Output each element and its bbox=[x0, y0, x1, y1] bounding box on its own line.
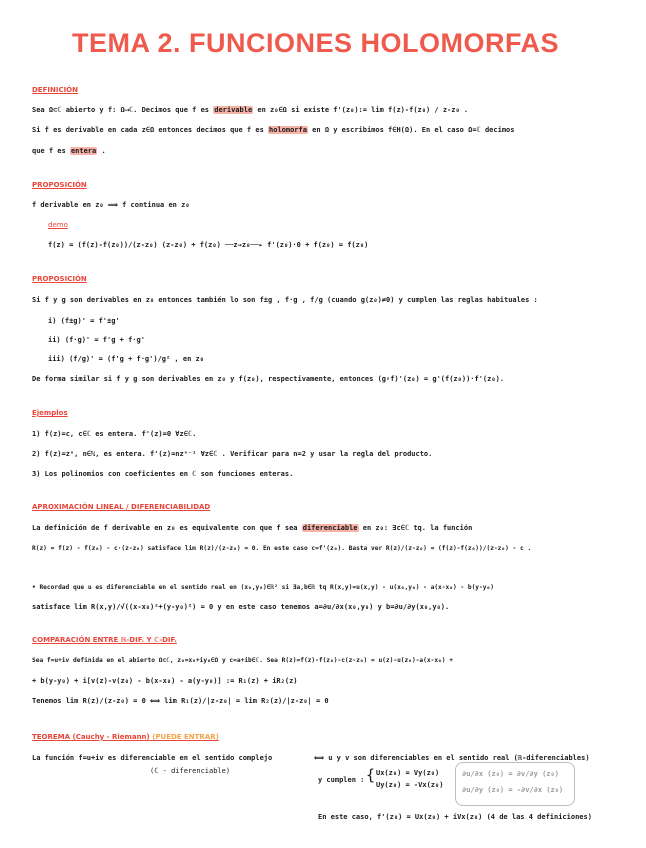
aprox-line-1 bbox=[32, 524, 472, 532]
boxed-eq-1: ∂u/∂x (z₀) = ∂v/∂y (z₀) bbox=[462, 770, 559, 778]
highlight-holomorfa: holomorfa bbox=[269, 126, 307, 134]
boxed-eq-2: ∂u/∂y (z₀) = -∂v/∂x (z₀) bbox=[462, 786, 564, 794]
section-heading-ejemplos: Ejemplos bbox=[32, 409, 68, 417]
highlight-derivable: derivable bbox=[214, 106, 253, 114]
prop2-statement: Si f y g son derivables en z₀ entonces también lo son f±g , f·g , f/g (cuando g(z₀)≠0) y cumplen las reglas habituales : bbox=[32, 296, 538, 304]
brace: { bbox=[366, 766, 376, 784]
definicion-text: en z₀∈Ω si existe f'(z₀):= lim f(z)-f(z₀) / z-z₀ . bbox=[257, 106, 469, 114]
section-heading-proposicion-2: PROPOSICIÓN bbox=[32, 275, 87, 283]
prop1-statement: f derivable en z₀ ⟹ f continua en z₀ bbox=[32, 201, 190, 209]
definicion-text: que f es bbox=[32, 147, 66, 155]
ejemplo-1: 1) f(z)=c, c∈ℂ es entera. f'(z)=0 ∀z∈ℂ. bbox=[32, 430, 197, 438]
definicion-line-1 bbox=[32, 106, 468, 114]
teorema-eq-1: Ux(z₀) = Vy(z₀) bbox=[376, 769, 440, 777]
section-heading-comparacion: COMPARACIÓN ENTRE ℝ-DIF. Y ℂ-DIF. bbox=[32, 636, 177, 644]
prop2-rule-i: i) (f±g)' = f'±g' bbox=[48, 317, 120, 325]
definicion-text: Si f es derivable en cada z∈Ω entonces decimos que f es bbox=[32, 126, 264, 134]
comparacion-line-3: Tenemos lim R(z)/(z-z₀) = 0 ⟺ lim R₁(z)/|z-z₀| = lim R₂(z)/|z-z₀| = 0 bbox=[32, 697, 329, 705]
teorema-name: (Cauchy - Riemann) bbox=[72, 733, 150, 741]
prop2-rule-ii: ii) (f·g)' = f'g + f·g' bbox=[48, 336, 145, 344]
teorema-eq-2: Uy(z₀) = -Vx(z₀) bbox=[376, 781, 444, 789]
highlight-entera: entera bbox=[70, 147, 97, 155]
ejemplo-2: 2) f(z)=zⁿ, n∈ℕ, es entera. f'(z)=nzⁿ⁻¹ ∀z∈ℂ . Verificar para n=2 y usar la regla del producto. bbox=[32, 450, 433, 458]
section-heading-definicion: DEFINICIÓN bbox=[32, 86, 78, 94]
definicion-text: en Ω y escribimos f∈H(Ω). En el caso Ω=ℂ decimos bbox=[312, 126, 515, 134]
definicion-line-2 bbox=[32, 126, 514, 134]
teorema-line-1a: La función f=u+iv es diferenciable en el sentido complejo bbox=[32, 754, 273, 762]
comparacion-line-1: Sea f=u+iv definida en el abierto Ω⊂ℂ, z₀=x₀+iy₀∈Ω y c=a+ib∈ℂ. Sea R(z)=f(z)-f(z₀)-c(z-z₀) = u(z)-u(z₀)-a(x-x₀) + bbox=[32, 657, 453, 664]
highlight-diferenciable: diferenciable bbox=[302, 524, 358, 532]
definicion-text: . bbox=[101, 147, 106, 155]
section-heading-teorema bbox=[32, 733, 219, 741]
teorema-cumplen: y cumplen : bbox=[318, 776, 365, 784]
section-heading-proposicion-1: PROPOSICIÓN bbox=[32, 181, 87, 189]
aprox-text: en z₀: ∃c∈ℂ tq. la función bbox=[362, 524, 473, 532]
prop1-proof: f(z) = (f(z)-f(z₀))/(z-z₀) (z-z₀) + f(z₀) ──z→z₀──▸ f'(z₀)·0 + f(z₀) = f(z₀) bbox=[48, 241, 369, 249]
definicion-line-3 bbox=[32, 147, 106, 155]
prop2-rule-iii: iii) (f/g)' = (f'g + f·g')/g² , en z₀ bbox=[48, 355, 204, 363]
aprox-line-3: • Recordad que u es diferenciable en el sentido real en (x₀,y₀)∈ℝ² si ∃a,b∈ℝ tq R(x,y)=u(x,y) - u(x₀,y₀) - a(x-x₀) - b(y-y₀) bbox=[32, 584, 494, 591]
teorema-line-1b: ⟺ u y v son diferenciables en el sentido real (ℝ-diferenciables) bbox=[314, 754, 590, 762]
teorema-last-line: En este caso, f'(z₀) = Ux(z₀) + iVx(z₀) (4 de las 4 definiciones) bbox=[318, 813, 592, 821]
partial-derivatives-box bbox=[455, 762, 575, 806]
comparacion-line-2: + b(y-y₀) + i[v(z)-v(z₀) - b(x-x₀) - a(y-y₀)] := R₁(z) + iR₂(z) bbox=[32, 677, 298, 685]
ejemplo-3: 3) Los polinomios con coeficientes en ℂ son funciones enteras. bbox=[32, 470, 294, 478]
demo-label: demo bbox=[48, 221, 68, 229]
page-title: TEMA 2. FUNCIONES HOLOMORFAS bbox=[72, 28, 560, 58]
definicion-text: Sea Ω⊂ℂ abierto y f: Ω⟶ℂ. Decimos que f es bbox=[32, 106, 210, 114]
prop2-chain-rule: De forma similar si f y g son derivables en z₀ y f(z₀), respectivamente, entonces (g∘f)'(z₀) = g'(f(z₀))·f'(z₀). bbox=[32, 375, 505, 383]
aprox-line-2: R(z) = f(z) - f(z₀) - c·(z-z₀) satisface lim R(z)/(z-z₀) = 0. En este caso c=f'(z₀). Basta ver R(z)/(z-z₀) = (f(z)-f(z₀))/(z-z₀) - c . bbox=[32, 545, 532, 552]
teorema-label: TEOREMA bbox=[32, 733, 71, 741]
aprox-line-4: satisface lim R(x,y)/√((x-x₀)²+(y-y₀)²) = 0 y en este caso tenemos a=∂u/∂x(x₀,y₀) y b=∂u/∂y(x₀,y₀). bbox=[32, 603, 450, 611]
aprox-text: La definición de f derivable en z₀ es equivalente con que f sea bbox=[32, 524, 298, 532]
teorema-note: (PUEDE ENTRAR) bbox=[152, 733, 219, 741]
section-heading-aproximacion: APROXIMACIÓN LINEAL / DIFERENCIABILIDAD bbox=[32, 503, 211, 511]
teorema-line-2: (ℂ - diferenciable) bbox=[150, 767, 231, 775]
